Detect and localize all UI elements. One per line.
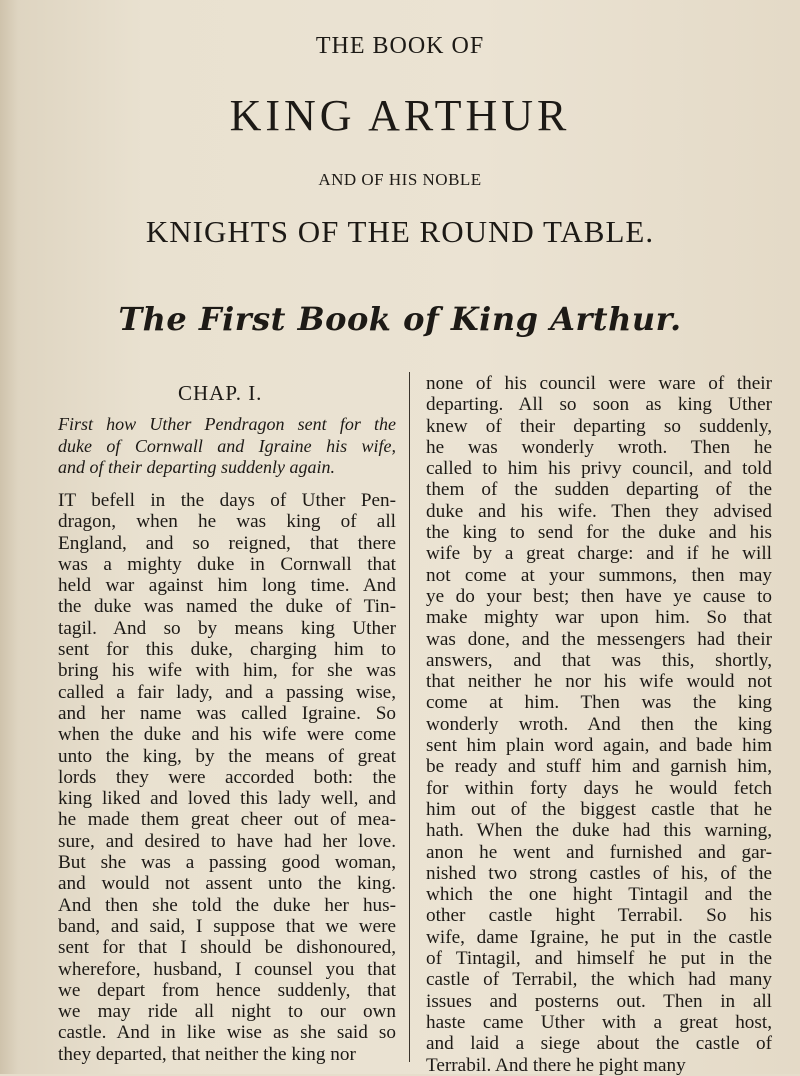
text-line: IT befell in the days of Uther Pen-	[58, 490, 396, 511]
text-line: castle of Terrabil, the which had many	[426, 969, 772, 991]
text-line: called a fair lady, and a passing wise,	[58, 681, 396, 703]
text-line: them of the sudden departing of the	[426, 479, 772, 501]
text-line: issues and posterns out. Then in all	[426, 990, 772, 1012]
text-line: ye do your best; then have ye cause to	[426, 585, 772, 607]
text-line: the king to send for the duke and his	[426, 522, 772, 544]
text-line: and would not assent unto the king.	[58, 873, 396, 895]
text-line: departing. All so soon as king Uther	[426, 394, 772, 416]
page-gutter-shadow	[0, 0, 18, 1074]
text-line: sent him plain word again, and bade him	[426, 735, 772, 757]
text-line: of Tintagil, and himself he put in the	[426, 948, 772, 970]
text-line: when the duke and his wife were come	[58, 724, 396, 746]
text-line: he made them great cheer out of mea-	[58, 809, 396, 831]
text-line: castle. And in like wise as she said so	[58, 1022, 396, 1044]
text-line: other castle hight Terrabil. So his	[426, 905, 772, 927]
text-line: and her name was called Igraine. So	[58, 702, 396, 724]
text-line: England, and so reigned, that there	[58, 532, 396, 554]
text-line: king liked and loved this lady well, and	[58, 788, 396, 810]
text-line: sent for that I should be dishonoured,	[58, 937, 396, 959]
title-and-of-his-noble: AND OF HIS NOBLE	[318, 170, 482, 189]
text-line: sent for this duke, charging him to	[58, 639, 396, 661]
text-line: we depart from hence suddenly, that	[58, 979, 396, 1001]
text-line: But she was a passing good woman,	[58, 852, 396, 874]
title-the-book-of: THE BOOK OF	[315, 33, 485, 59]
chapter-rubric	[58, 414, 396, 479]
text-line: come at him. Then was the king	[426, 692, 772, 714]
text-line: he was wonderly wroth. Then he	[426, 436, 772, 458]
text-line: wife, dame Igraine, he put in the castle	[426, 926, 772, 948]
text-line: and laid a siege about the castle of	[426, 1033, 772, 1055]
text-line: hath. When the duke had this warning,	[426, 820, 772, 842]
text-line: him out of the biggest castle that he	[426, 798, 772, 820]
title-knights-round-table: KNIGHTS OF THE ROUND TABLE.	[145, 214, 655, 249]
text-line: was a mighty duke in Cornwall that	[58, 553, 396, 575]
left-column-text	[58, 490, 396, 1065]
column-divider-rule	[409, 372, 410, 1062]
text-line: bring his wife with him, for she was	[58, 660, 396, 682]
text-line: that neither he nor his wife would not	[426, 671, 772, 693]
text-line: sure, and desired to have had her love.	[58, 830, 396, 852]
text-line: not come at your summons, then may	[426, 564, 772, 586]
title-king-arthur: KING ARTHUR	[229, 91, 571, 140]
rubric-line: and of their departing suddenly again.	[58, 457, 335, 477]
right-column-text	[426, 373, 772, 1076]
text-line: none of his council were ware of their	[426, 373, 772, 394]
text-line: anon he went and furnished and gar-	[426, 841, 772, 863]
text-line: duke and his wife. Then they advised	[426, 500, 772, 522]
text-line: unto the king, by the means of great	[58, 745, 396, 767]
text-line: answers, and that was this, shortly,	[426, 649, 772, 671]
text-line: tagil. And so by means king Uther	[58, 617, 396, 639]
text-line: Terrabil. And there he pight many	[426, 1054, 686, 1076]
text-line: was done, and the messengers had their	[426, 628, 772, 650]
text-line: haste came Uther with a great host,	[426, 1011, 772, 1033]
text-line: And then she told the duke her hus-	[58, 894, 396, 916]
text-line: for within forty days he would fetch	[426, 777, 772, 799]
rubric-line: duke of Cornwall and Igraine his wife,	[58, 435, 396, 456]
text-line: band, and said, I suppose that we were	[58, 915, 396, 937]
text-line: the duke was named the duke of Tin-	[58, 596, 396, 618]
text-line: they departed, that neither the king nor	[58, 1043, 356, 1065]
rubric-line: First how Uther Pendragon sent for the	[58, 414, 396, 434]
text-line: wife by a great charge: and if he will	[426, 543, 772, 565]
text-line: called to him his privy council, and told	[426, 458, 772, 480]
text-line: make mighty war upon him. So that	[426, 607, 772, 629]
text-line: dragon, when he was king of all	[58, 511, 396, 533]
text-line: nished two strong castles of his, of the	[426, 862, 772, 884]
text-line: knew of their departing so suddenly,	[426, 415, 772, 437]
text-line: held war against him long time. And	[58, 575, 396, 597]
text-line: wherefore, husband, I counsel you that	[58, 958, 396, 980]
text-line: which the one hight Tintagil and the	[426, 884, 772, 906]
book-heading: The First Book of King Arthur.	[118, 300, 682, 338]
text-line: be ready and stuff him and garnish him,	[426, 756, 772, 778]
text-line: lords they were accorded both: the	[58, 766, 396, 788]
chapter-title: CHAP. I.	[178, 381, 263, 405]
text-line: wonderly wroth. And then the king	[426, 713, 772, 735]
text-line: we may ride all night to our own	[58, 1001, 396, 1023]
